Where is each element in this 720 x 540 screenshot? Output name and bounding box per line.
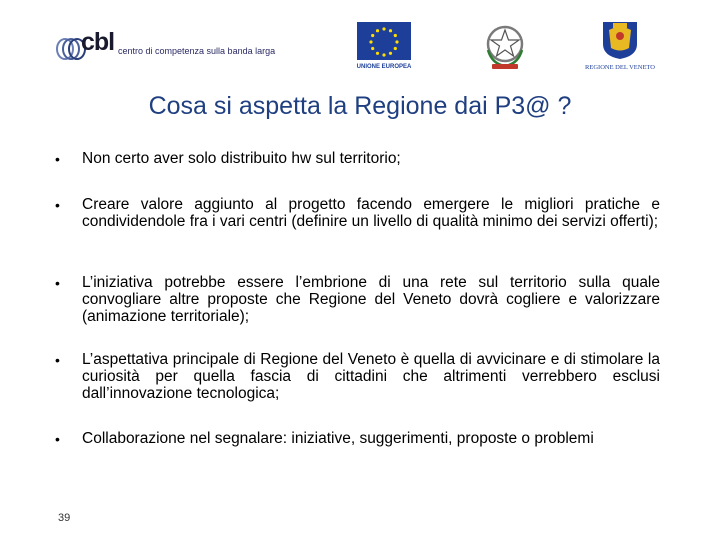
bullet-marker: • (55, 197, 60, 213)
header (0, 0, 720, 90)
cbl-tagline: centro di competenza sulla banda larga (118, 46, 276, 56)
bullet-text: Collaborazione nel segnalare: iniziative, suggerimenti, proposte o problemi (82, 430, 594, 447)
eu-caption: UNIONE EUROPEA (356, 64, 412, 70)
bullet-marker: • (55, 275, 60, 291)
eu-logo (355, 22, 413, 78)
eu-flag-icon (357, 22, 411, 60)
cbl-wordmark: cbl (81, 28, 115, 56)
veneto-caption: REGIONE DEL VENETO (585, 64, 655, 71)
bullet-marker: • (55, 431, 60, 447)
bullet-text: L’iniziativa potrebbe essere l’embrione di una rete sul territorio sulla quale convogliare altre proposte che Regione del Veneto dovrà cogliere e valorizzare (animazione territoriale); (82, 274, 660, 325)
italian-republic-emblem-icon (480, 20, 530, 72)
regione-veneto-logo (585, 20, 655, 78)
bullet-marker: • (55, 352, 60, 368)
veneto-lion-shield-icon (601, 20, 639, 60)
slide-number: 39 (58, 512, 71, 524)
bullet-text: L’aspettativa principale di Regione del Veneto è quella di avvicinare e di stimolare la curiosità per quella fascia di cittadini che altrimenti verrebbero esclusi dall’innovazione tecnologica; (82, 351, 660, 402)
bullet-marker: • (55, 151, 60, 167)
cbl-logo (55, 28, 285, 68)
slide-title: Cosa si aspetta la Regione dai P3@ ? (148, 92, 572, 120)
bullet-text: Creare valore aggiunto al progetto facendo emergere le migliori pratiche e condividendole fra i vari centri (definire un livello di qualità minimo dei servizi offerti); (82, 196, 660, 230)
bullet-text: Non certo aver solo distribuito hw sul territorio; (82, 150, 401, 167)
